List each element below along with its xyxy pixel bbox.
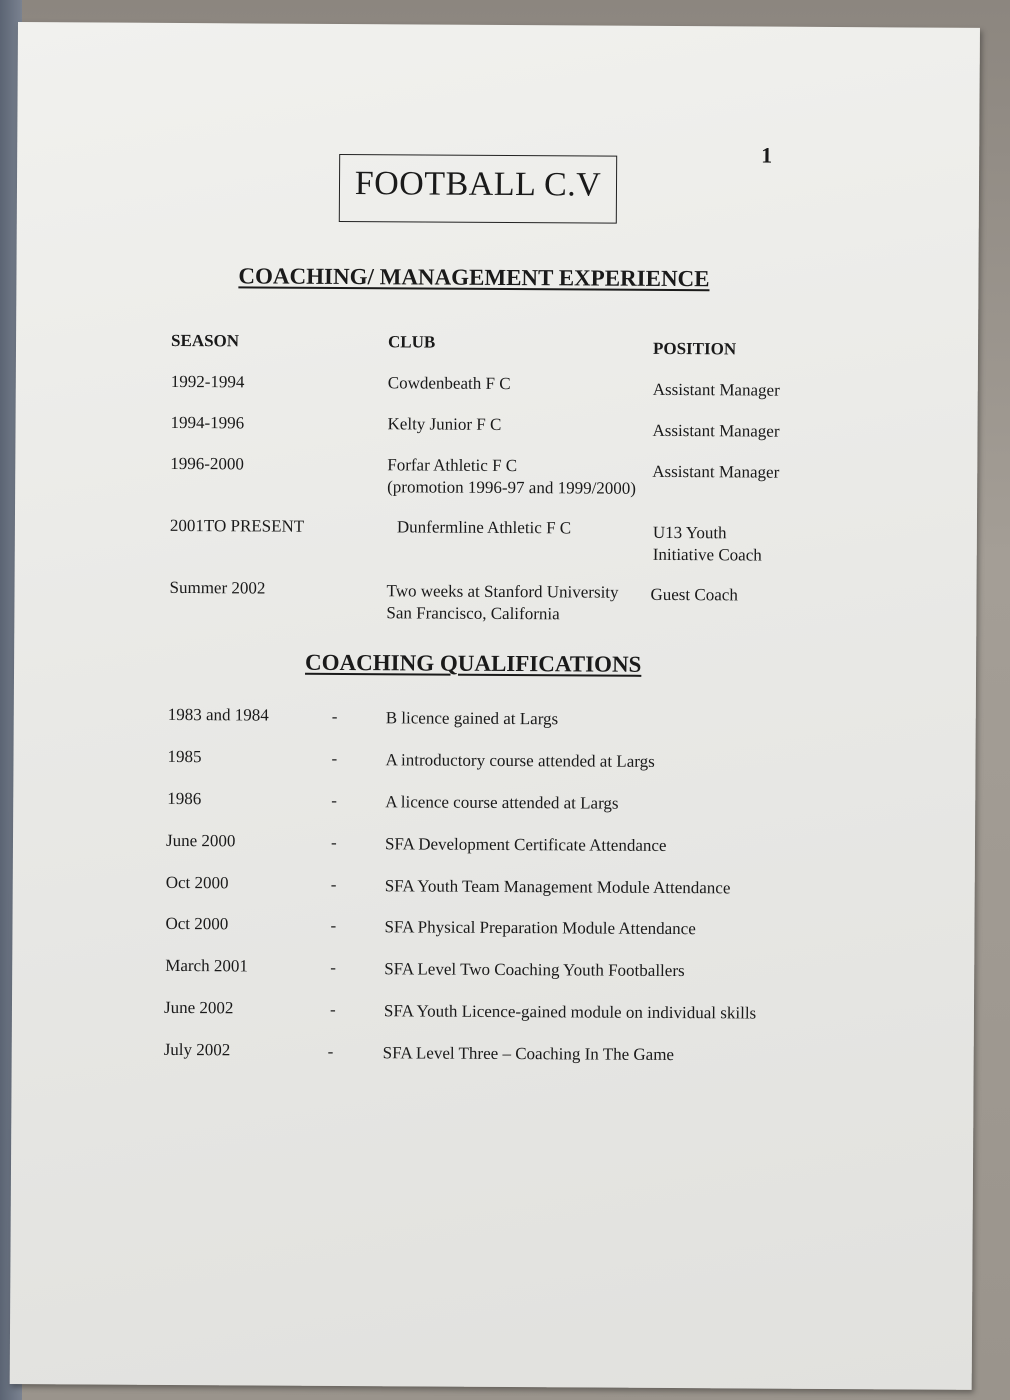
experience-heading: COACHING/ MANAGEMENT EXPERIENCE: [238, 263, 710, 292]
experience-season: 1996-2000: [170, 453, 245, 474]
qualification-date: Oct 2000: [165, 872, 229, 893]
page-title: FOOTBALL C.V: [354, 165, 602, 204]
column-header-position: POSITION: [652, 338, 737, 359]
qualification-detail: SFA Level Three – Coaching In The Game: [382, 1043, 675, 1065]
qualification-separator: -: [331, 706, 338, 726]
experience-season: 1992-1994: [170, 371, 245, 392]
experience-position: Assistant Manager: [652, 420, 780, 441]
experience-season: 2001TO PRESENT: [169, 515, 305, 536]
qualification-separator: -: [331, 748, 338, 768]
experience-position: Assistant Manager: [652, 461, 780, 482]
qualification-separator: -: [330, 957, 336, 977]
qualification-date: 1986: [167, 788, 202, 809]
cv-page: [10, 22, 980, 1390]
page-number: 1: [761, 142, 773, 168]
experience-season: Summer 2002: [169, 577, 266, 598]
qualification-detail: B licence gained at Largs: [385, 708, 559, 729]
experience-position: U13 Youth: [652, 522, 727, 543]
qualification-separator: -: [331, 790, 337, 810]
experience-club-note: (promotion 1996-97 and 1999/2000): [387, 477, 637, 498]
qualification-detail: SFA Youth Team Management Module Attendance: [384, 876, 731, 898]
experience-position-line2: Initiative Coach: [652, 544, 762, 565]
experience-club: Forfar Athletic F C: [387, 455, 518, 476]
qualification-separator: -: [327, 1041, 334, 1061]
column-header-season: SEASON: [170, 330, 240, 351]
qualification-date: March 2001: [165, 955, 248, 976]
experience-club-note: San Francisco, California: [386, 603, 560, 624]
qualification-detail: SFA Physical Preparation Module Attendance: [384, 917, 696, 939]
qualification-date: July 2002: [163, 1039, 231, 1060]
experience-club: Two weeks at Stanford University: [386, 581, 619, 602]
experience-club: Dunfermline Athletic F C: [396, 517, 572, 538]
title-box: [339, 154, 617, 224]
qualification-date: 1985: [167, 746, 202, 767]
experience-club: Cowdenbeath F C: [387, 373, 511, 394]
experience-club: Kelty Junior F C: [387, 414, 502, 434]
qualification-date: June 2000: [165, 830, 236, 851]
qualification-date: June 2002: [163, 997, 234, 1018]
experience-position: Assistant Manager: [652, 379, 780, 400]
qualification-date: 1983 and 1984: [167, 704, 269, 725]
qualification-separator: -: [330, 832, 337, 852]
column-header-club: CLUB: [387, 332, 436, 352]
experience-position: Guest Coach: [650, 584, 738, 605]
qualifications-heading: COACHING QUALIFICATIONS: [305, 649, 642, 677]
qualification-detail: A licence course attended at Largs: [385, 792, 619, 813]
qualification-date: Oct 2000: [165, 913, 229, 934]
qualification-separator: -: [330, 874, 337, 894]
qualification-detail: SFA Level Two Coaching Youth Footballers: [384, 959, 685, 981]
qualification-detail: A introductory course attended at Largs: [385, 750, 655, 771]
qualification-detail: SFA Youth Licence-gained module on individual skills: [383, 1001, 757, 1023]
qualification-separator: -: [329, 999, 336, 1019]
qualification-separator: -: [330, 915, 337, 935]
experience-season: 1994-1996: [170, 412, 245, 433]
qualification-detail: SFA Development Certificate Attendance: [384, 834, 667, 855]
